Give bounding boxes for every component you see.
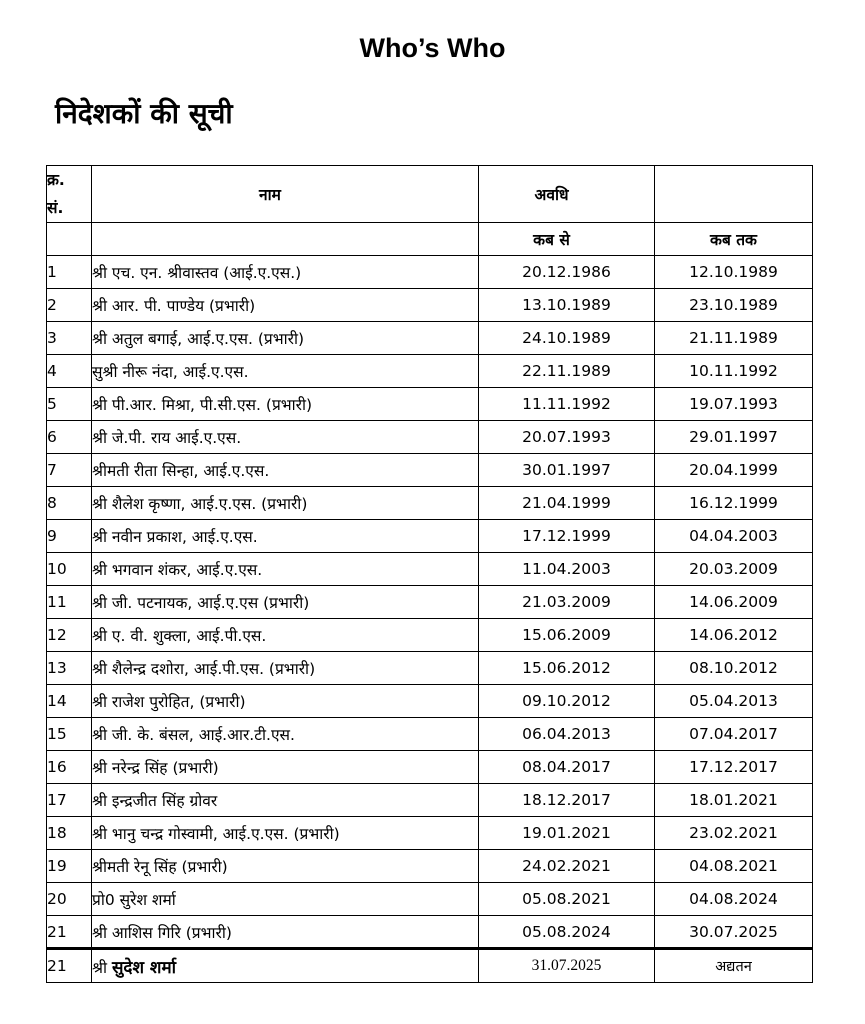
current-to: अद्यतन <box>655 949 813 983</box>
date-from: 20.12.1986 <box>479 256 655 289</box>
date-to: 23.10.1989 <box>655 289 813 322</box>
date-from: 24.02.2021 <box>479 850 655 883</box>
date-to: 20.03.2009 <box>655 553 813 586</box>
table-row <box>47 784 813 817</box>
subheader-row <box>47 223 813 256</box>
table-row <box>47 289 813 322</box>
section-heading: निदेशकों की सूची <box>55 97 233 130</box>
date-from: 15.06.2009 <box>479 619 655 652</box>
header-to: कब तक <box>655 223 813 256</box>
date-from: 11.11.1992 <box>479 388 655 421</box>
serial-number: 2 <box>47 289 92 322</box>
serial-number: 16 <box>47 751 92 784</box>
date-from: 24.10.1989 <box>479 322 655 355</box>
serial-number: 18 <box>47 817 92 850</box>
director-name: श्रीमती रेनू सिंह (प्रभारी) <box>92 850 479 883</box>
date-to: 20.04.1999 <box>655 454 813 487</box>
date-to: 14.06.2012 <box>655 619 813 652</box>
current-from: 31.07.2025 <box>479 949 655 983</box>
date-from: 22.11.1989 <box>479 355 655 388</box>
header-serial-line2: सं. <box>47 199 64 217</box>
date-from: 20.07.1993 <box>479 421 655 454</box>
current-name-prefix: श्री <box>92 958 107 977</box>
date-to: 10.11.1992 <box>655 355 813 388</box>
date-to: 04.08.2021 <box>655 850 813 883</box>
table-row <box>47 718 813 751</box>
table-row <box>47 850 813 883</box>
table-row <box>47 817 813 850</box>
table-row-current <box>47 949 813 983</box>
date-to: 04.04.2003 <box>655 520 813 553</box>
header-serial-line1: क्र. <box>47 171 65 189</box>
director-name: श्री जे.पी. राय आई.ए.एस. <box>92 421 479 454</box>
director-name: श्री जी. पटनायक, आई.ए.एस (प्रभारी) <box>92 586 479 619</box>
serial-number: 14 <box>47 685 92 718</box>
director-name: श्री नवीन प्रकाश, आई.ए.एस. <box>92 520 479 553</box>
serial-number: 13 <box>47 652 92 685</box>
director-name: श्री अतुल बगाई, आई.ए.एस. (प्रभारी) <box>92 322 479 355</box>
subheader-blank-serial <box>47 223 92 256</box>
date-from: 05.08.2021 <box>479 883 655 916</box>
date-from: 05.08.2024 <box>479 916 655 949</box>
serial-number: 17 <box>47 784 92 817</box>
director-name: श्री भगवान शंकर, आई.ए.एस. <box>92 553 479 586</box>
date-to: 17.12.2017 <box>655 751 813 784</box>
current-serial: 21 <box>47 949 92 983</box>
date-from: 19.01.2021 <box>479 817 655 850</box>
table-row <box>47 883 813 916</box>
table-row <box>47 586 813 619</box>
date-from: 17.12.1999 <box>479 520 655 553</box>
date-to: 16.12.1999 <box>655 487 813 520</box>
director-name: श्री एच. एन. श्रीवास्तव (आई.ए.एस.) <box>92 256 479 289</box>
director-name: श्री शैलेश कृष्णा, आई.ए.एस. (प्रभारी) <box>92 487 479 520</box>
header-blank <box>655 166 813 223</box>
table-row <box>47 685 813 718</box>
header-serial <box>47 166 92 223</box>
current-name-cell <box>92 949 479 983</box>
table-row <box>47 916 813 949</box>
table-row <box>47 355 813 388</box>
header-name: नाम <box>92 166 479 223</box>
serial-number: 6 <box>47 421 92 454</box>
table-row <box>47 322 813 355</box>
director-name: श्रीमती रीता सिन्हा, आई.ए.एस. <box>92 454 479 487</box>
serial-number: 7 <box>47 454 92 487</box>
director-name: श्री ए. वी. शुक्ला, आई.पी.एस. <box>92 619 479 652</box>
table-row <box>47 256 813 289</box>
serial-number: 5 <box>47 388 92 421</box>
date-to: 12.10.1989 <box>655 256 813 289</box>
date-to: 18.01.2021 <box>655 784 813 817</box>
director-name: श्री आर. पी. पाण्डेय (प्रभारी) <box>92 289 479 322</box>
subheader-blank-name <box>92 223 479 256</box>
serial-number: 8 <box>47 487 92 520</box>
date-to: 07.04.2017 <box>655 718 813 751</box>
serial-number: 3 <box>47 322 92 355</box>
director-name: श्री शैलेन्द्र दशोरा, आई.पी.एस. (प्रभारी) <box>92 652 479 685</box>
serial-number: 9 <box>47 520 92 553</box>
date-from: 18.12.2017 <box>479 784 655 817</box>
director-name: श्री इन्द्रजीत सिंह ग्रोवर <box>92 784 479 817</box>
serial-number: 11 <box>47 586 92 619</box>
date-from: 13.10.1989 <box>479 289 655 322</box>
table-row <box>47 619 813 652</box>
date-to: 08.10.2012 <box>655 652 813 685</box>
table-row <box>47 553 813 586</box>
date-to: 04.08.2024 <box>655 883 813 916</box>
date-from: 21.03.2009 <box>479 586 655 619</box>
director-name: प्रो0 सुरेश शर्मा <box>92 883 479 916</box>
table-row <box>47 388 813 421</box>
page-title: Who’s Who <box>359 33 506 63</box>
director-name: श्री राजेश पुरोहित, (प्रभारी) <box>92 685 479 718</box>
director-name: श्री भानु चन्द्र गोस्वामी, आई.ए.एस. (प्रभारी) <box>92 817 479 850</box>
table-row <box>47 520 813 553</box>
date-from: 21.04.1999 <box>479 487 655 520</box>
table-row <box>47 487 813 520</box>
director-name: श्री नरेन्द्र सिंह (प्रभारी) <box>92 751 479 784</box>
director-name: सुश्री नीरू नंदा, आई.ए.एस. <box>92 355 479 388</box>
serial-number: 10 <box>47 553 92 586</box>
director-name: श्री आशिस गिरि (प्रभारी) <box>92 916 479 949</box>
date-to: 19.07.1993 <box>655 388 813 421</box>
serial-number: 4 <box>47 355 92 388</box>
serial-number: 12 <box>47 619 92 652</box>
header-row <box>47 166 813 223</box>
date-from: 15.06.2012 <box>479 652 655 685</box>
date-from: 11.04.2003 <box>479 553 655 586</box>
date-from: 08.04.2017 <box>479 751 655 784</box>
header-from: कब से <box>479 223 655 256</box>
director-name: श्री पी.आर. मिश्रा, पी.सी.एस. (प्रभारी) <box>92 388 479 421</box>
table-row <box>47 751 813 784</box>
serial-number: 15 <box>47 718 92 751</box>
director-name: श्री जी. के. बंसल, आई.आर.टी.एस. <box>92 718 479 751</box>
directors-table <box>46 165 813 983</box>
serial-number: 1 <box>47 256 92 289</box>
date-from: 06.04.2013 <box>479 718 655 751</box>
date-to: 23.02.2021 <box>655 817 813 850</box>
date-to: 30.07.2025 <box>655 916 813 949</box>
table-row <box>47 652 813 685</box>
serial-number: 20 <box>47 883 92 916</box>
date-from: 09.10.2012 <box>479 685 655 718</box>
date-to: 14.06.2009 <box>655 586 813 619</box>
date-from: 30.01.1997 <box>479 454 655 487</box>
date-to: 05.04.2013 <box>655 685 813 718</box>
header-tenure: अवधि <box>479 166 655 223</box>
table-row <box>47 454 813 487</box>
serial-number: 21 <box>47 916 92 949</box>
table-row <box>47 421 813 454</box>
date-to: 29.01.1997 <box>655 421 813 454</box>
serial-number: 19 <box>47 850 92 883</box>
date-to: 21.11.1989 <box>655 322 813 355</box>
current-name: सुदेश शर्मा <box>111 957 177 978</box>
